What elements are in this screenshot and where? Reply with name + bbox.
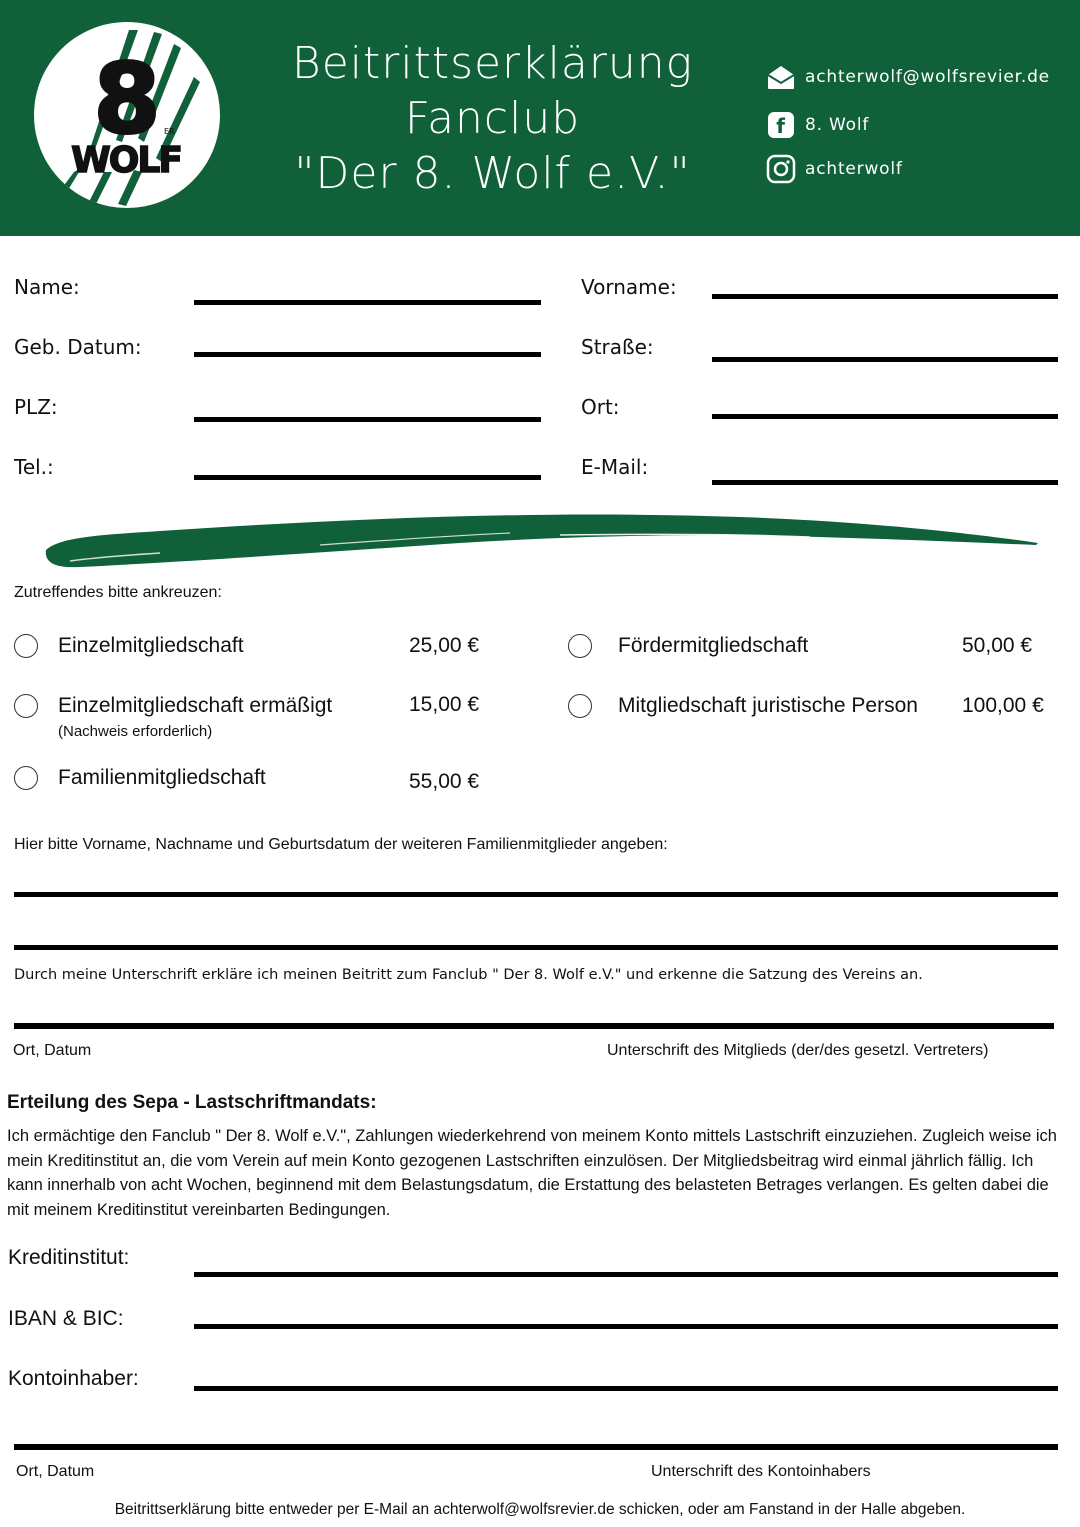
email-field[interactable]	[712, 480, 1058, 485]
option-price: 100,00 €	[962, 694, 1044, 717]
city-label: Ort:	[581, 395, 620, 419]
radio-ermaessigt[interactable]	[14, 694, 38, 718]
radio-juristisch[interactable]	[568, 694, 592, 718]
option-label: Einzelmitgliedschaft ermäßigt	[58, 694, 333, 717]
contact-facebook[interactable]	[766, 110, 869, 140]
birthdate-field[interactable]	[194, 352, 541, 357]
account-holder-signature-label: Unterschrift des Kontoinhabers	[651, 1463, 871, 1480]
street-label: Straße:	[581, 335, 654, 359]
option-price: 50,00 €	[962, 634, 1033, 657]
iban-bic-field[interactable]	[194, 1324, 1058, 1329]
plz-label: PLZ:	[14, 395, 58, 419]
facebook-icon	[766, 110, 796, 140]
instagram-icon	[766, 154, 796, 184]
option-label: Einzelmitgliedschaft	[58, 634, 244, 657]
contact-instagram[interactable]	[766, 154, 903, 184]
sepa-paragraph: Ich ermächtige den Fanclub " Der 8. Wolf e.V.", Zahlungen wiederkehrend von meinem Konto mittels Lastschrift einzuziehen. Zugleich weise ich mein Kreditinstitut an, die vom Verein auf mein Konto gezogenen Lastschriften einzulösen. Der Mitgliedsbeitrag wird einmal jährlich fällig. Ich kann innerhalb von acht Wochen, beginnend mit dem Belastungsdatum, die Erstattung des belasteten Betrages verlangen. Es gelten dabei die mit meinem Kreditinstitut vereinbarten Bedingungen.	[7, 1127, 1057, 1219]
page-title	[280, 36, 705, 201]
contact-email[interactable]	[766, 62, 1050, 92]
iban-bic-label: IBAN & BIC:	[8, 1307, 124, 1330]
sepa-title: Erteilung des Sepa - Lastschriftmandats:	[7, 1092, 377, 1113]
option-price: 15,00 €	[409, 693, 480, 716]
option-label: Familienmitgliedschaft	[58, 766, 266, 789]
email-label: E-Mail:	[581, 455, 649, 479]
tel-label: Tel.:	[14, 455, 54, 479]
svg-text:ER: ER	[164, 127, 175, 136]
tel-field[interactable]	[194, 475, 541, 480]
option-label: Mitgliedschaft juristische Person	[618, 694, 918, 717]
firstname-field[interactable]	[712, 294, 1058, 299]
svg-text:WOLF: WOLF	[71, 140, 181, 181]
header-banner	[0, 0, 1080, 236]
brush-stroke-divider	[40, 505, 1040, 575]
plz-field[interactable]	[194, 417, 541, 422]
firstname-label: Vorname:	[581, 275, 677, 299]
radio-foerder[interactable]	[568, 634, 592, 658]
svg-text:f: f	[776, 114, 786, 138]
contact-email-text: achterwolf@wolfsrevier.de	[805, 67, 1050, 87]
footer-note: Beitrittserklärung bitte entweder per E-Mail an achterwolf@wolfsrevier.de schicken, oder am Fanstand in der Halle abgeben.	[114, 1501, 966, 1518]
wolf-logo-icon	[34, 22, 220, 208]
contact-instagram-text: achterwolf	[805, 159, 903, 179]
contact-facebook-text: 8. Wolf	[805, 115, 870, 135]
title-line-3: "Der 8. Wolf e.V."	[294, 148, 691, 199]
option-price: 25,00 €	[409, 634, 480, 657]
club-logo	[34, 22, 220, 208]
account-holder-signature-field[interactable]	[14, 1444, 1058, 1450]
option-label: Fördermitgliedschaft	[618, 634, 809, 657]
account-holder-field[interactable]	[194, 1386, 1058, 1391]
family-member-field-1[interactable]	[14, 892, 1058, 897]
member-signature-label: Unterschrift des Mitglieds (der/des gesetzl. Vertreters)	[607, 1042, 989, 1059]
membership-instruction: Zutreffendes bitte ankreuzen:	[14, 584, 222, 601]
radio-familie[interactable]	[14, 766, 38, 790]
name-field[interactable]	[194, 300, 541, 305]
svg-text:8: 8	[93, 43, 161, 155]
bank-field[interactable]	[194, 1272, 1058, 1277]
name-label: Name:	[14, 275, 80, 299]
title-line-2: Fanclub	[404, 93, 581, 144]
member-signature-field[interactable]	[14, 1023, 1054, 1029]
street-field[interactable]	[712, 357, 1058, 362]
declaration-text: Durch meine Unterschrift erkläre ich meinen Beitritt zum Fanclub " Der 8. Wolf e.V." und erkenne die Satzung des Vereins an.	[14, 967, 923, 983]
title-line-1: Beitrittserklärung	[291, 38, 694, 89]
birthdate-label: Geb. Datum:	[14, 335, 142, 359]
family-member-field-2[interactable]	[14, 945, 1058, 950]
option-note: (Nachweis erforderlich)	[58, 723, 213, 740]
bank-label: Kreditinstitut:	[8, 1246, 130, 1269]
member-place-date-label: Ort, Datum	[13, 1042, 92, 1059]
option-price: 55,00 €	[409, 770, 480, 793]
mail-open-icon	[766, 62, 796, 92]
account-holder-label: Kontoinhaber:	[8, 1367, 139, 1390]
account-place-date-label: Ort, Datum	[16, 1463, 95, 1480]
city-field[interactable]	[712, 414, 1058, 419]
radio-einzel[interactable]	[14, 634, 38, 658]
family-instruction: Hier bitte Vorname, Nachname und Geburtsdatum der weiteren Familienmitglieder angeben:	[14, 836, 668, 853]
